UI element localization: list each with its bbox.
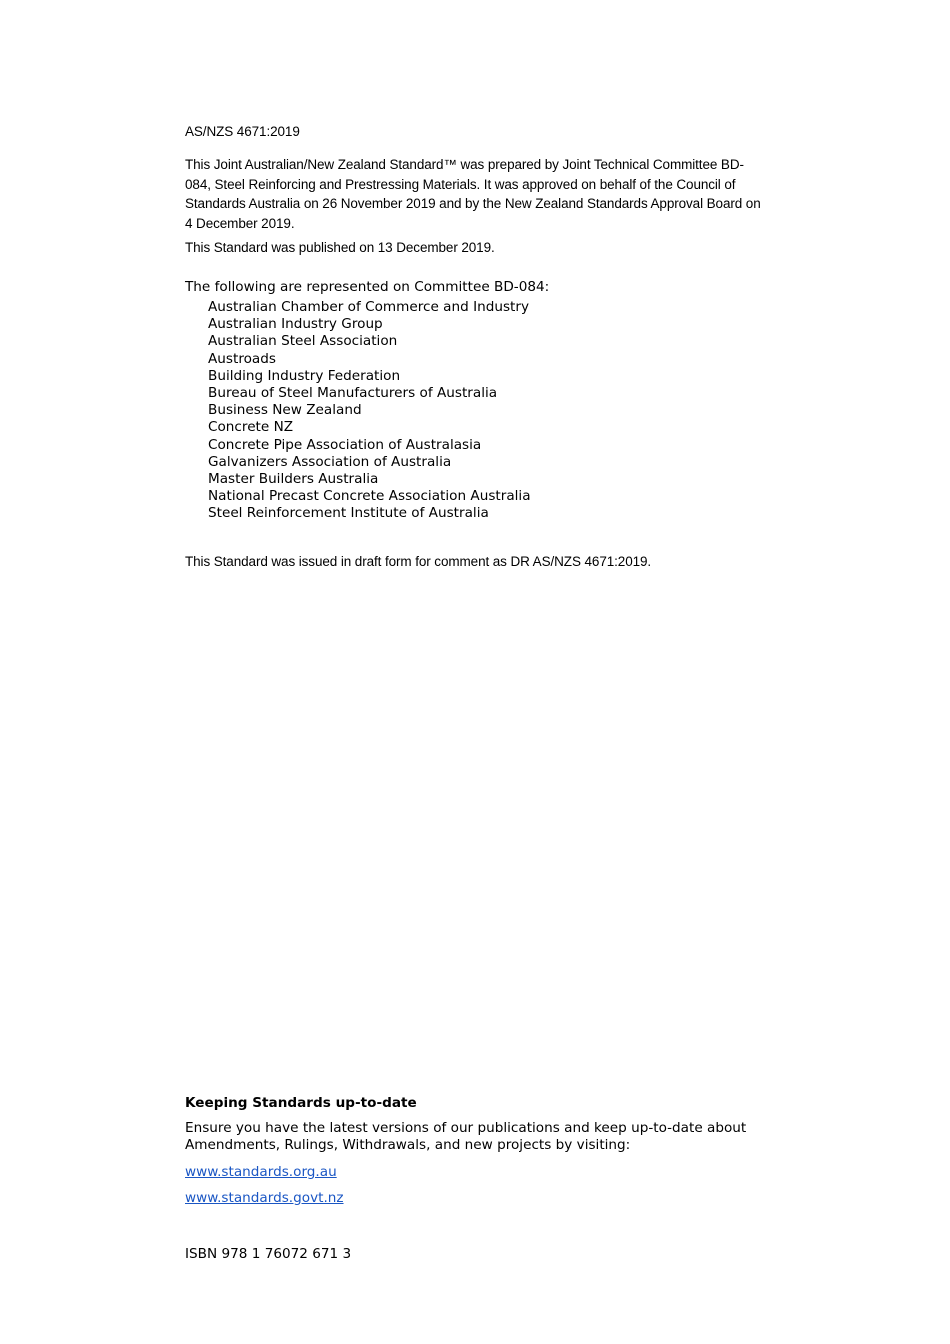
list-item: Steel Reinforcement Institute of Australia: [208, 505, 489, 522]
keeping-up-to-date-heading: Keeping Standards up-to-date: [185, 1095, 417, 1111]
keeping-up-to-date-body: Ensure you have the latest versions of our publications and keep up-to-date about Amendments, Rulings, Withdrawals, and new projects by visiting:: [185, 1120, 747, 1154]
list-item: Galvanizers Association of Australia: [208, 453, 452, 470]
list-item: Australian Chamber of Commerce and Industry: [208, 299, 529, 315]
list-item: Master Builders Australia: [208, 471, 379, 488]
published-date-text: This Standard was published on 13 December 2019.: [185, 240, 495, 255]
list-item: Concrete Pipe Association of Australasia: [208, 436, 482, 453]
list-item: Business New Zealand: [208, 402, 362, 419]
list-item: Australian Industry Group: [208, 316, 383, 333]
committee-heading: The following are represented on Committee BD-084:: [185, 279, 550, 295]
list-item: Australian Steel Association: [208, 333, 398, 350]
list-item: Building Industry Federation: [208, 367, 401, 384]
committee-member-list: [208, 299, 531, 523]
standards-nz-link[interactable]: www.standards.govt.nz: [185, 1190, 344, 1206]
list-item: Austroads: [208, 350, 276, 367]
document-id: AS/NZS 4671:2019: [185, 124, 300, 139]
draft-notice-text: This Standard was issued in draft form for comment as DR AS/NZS 4671:2019.: [185, 554, 652, 569]
isbn-text: ISBN 978 1 76072 671 3: [185, 1246, 352, 1262]
approval-paragraph: This Joint Australian/New Zealand Standard™ was prepared by Joint Technical Committee BD-084, Steel Reinforcing and Prestressing Materials. It was approved on behalf of the Council of Standards Australia on 26 November 2019 and by the New Zealand Standards Approval Board on 4 December 2019.: [185, 157, 761, 231]
list-item: National Precast Concrete Association Australia: [208, 488, 531, 505]
standards-australia-link[interactable]: www.standards.org.au: [185, 1164, 337, 1180]
list-item: Bureau of Steel Manufacturers of Australia: [208, 385, 498, 402]
list-item: Concrete NZ: [208, 419, 294, 436]
